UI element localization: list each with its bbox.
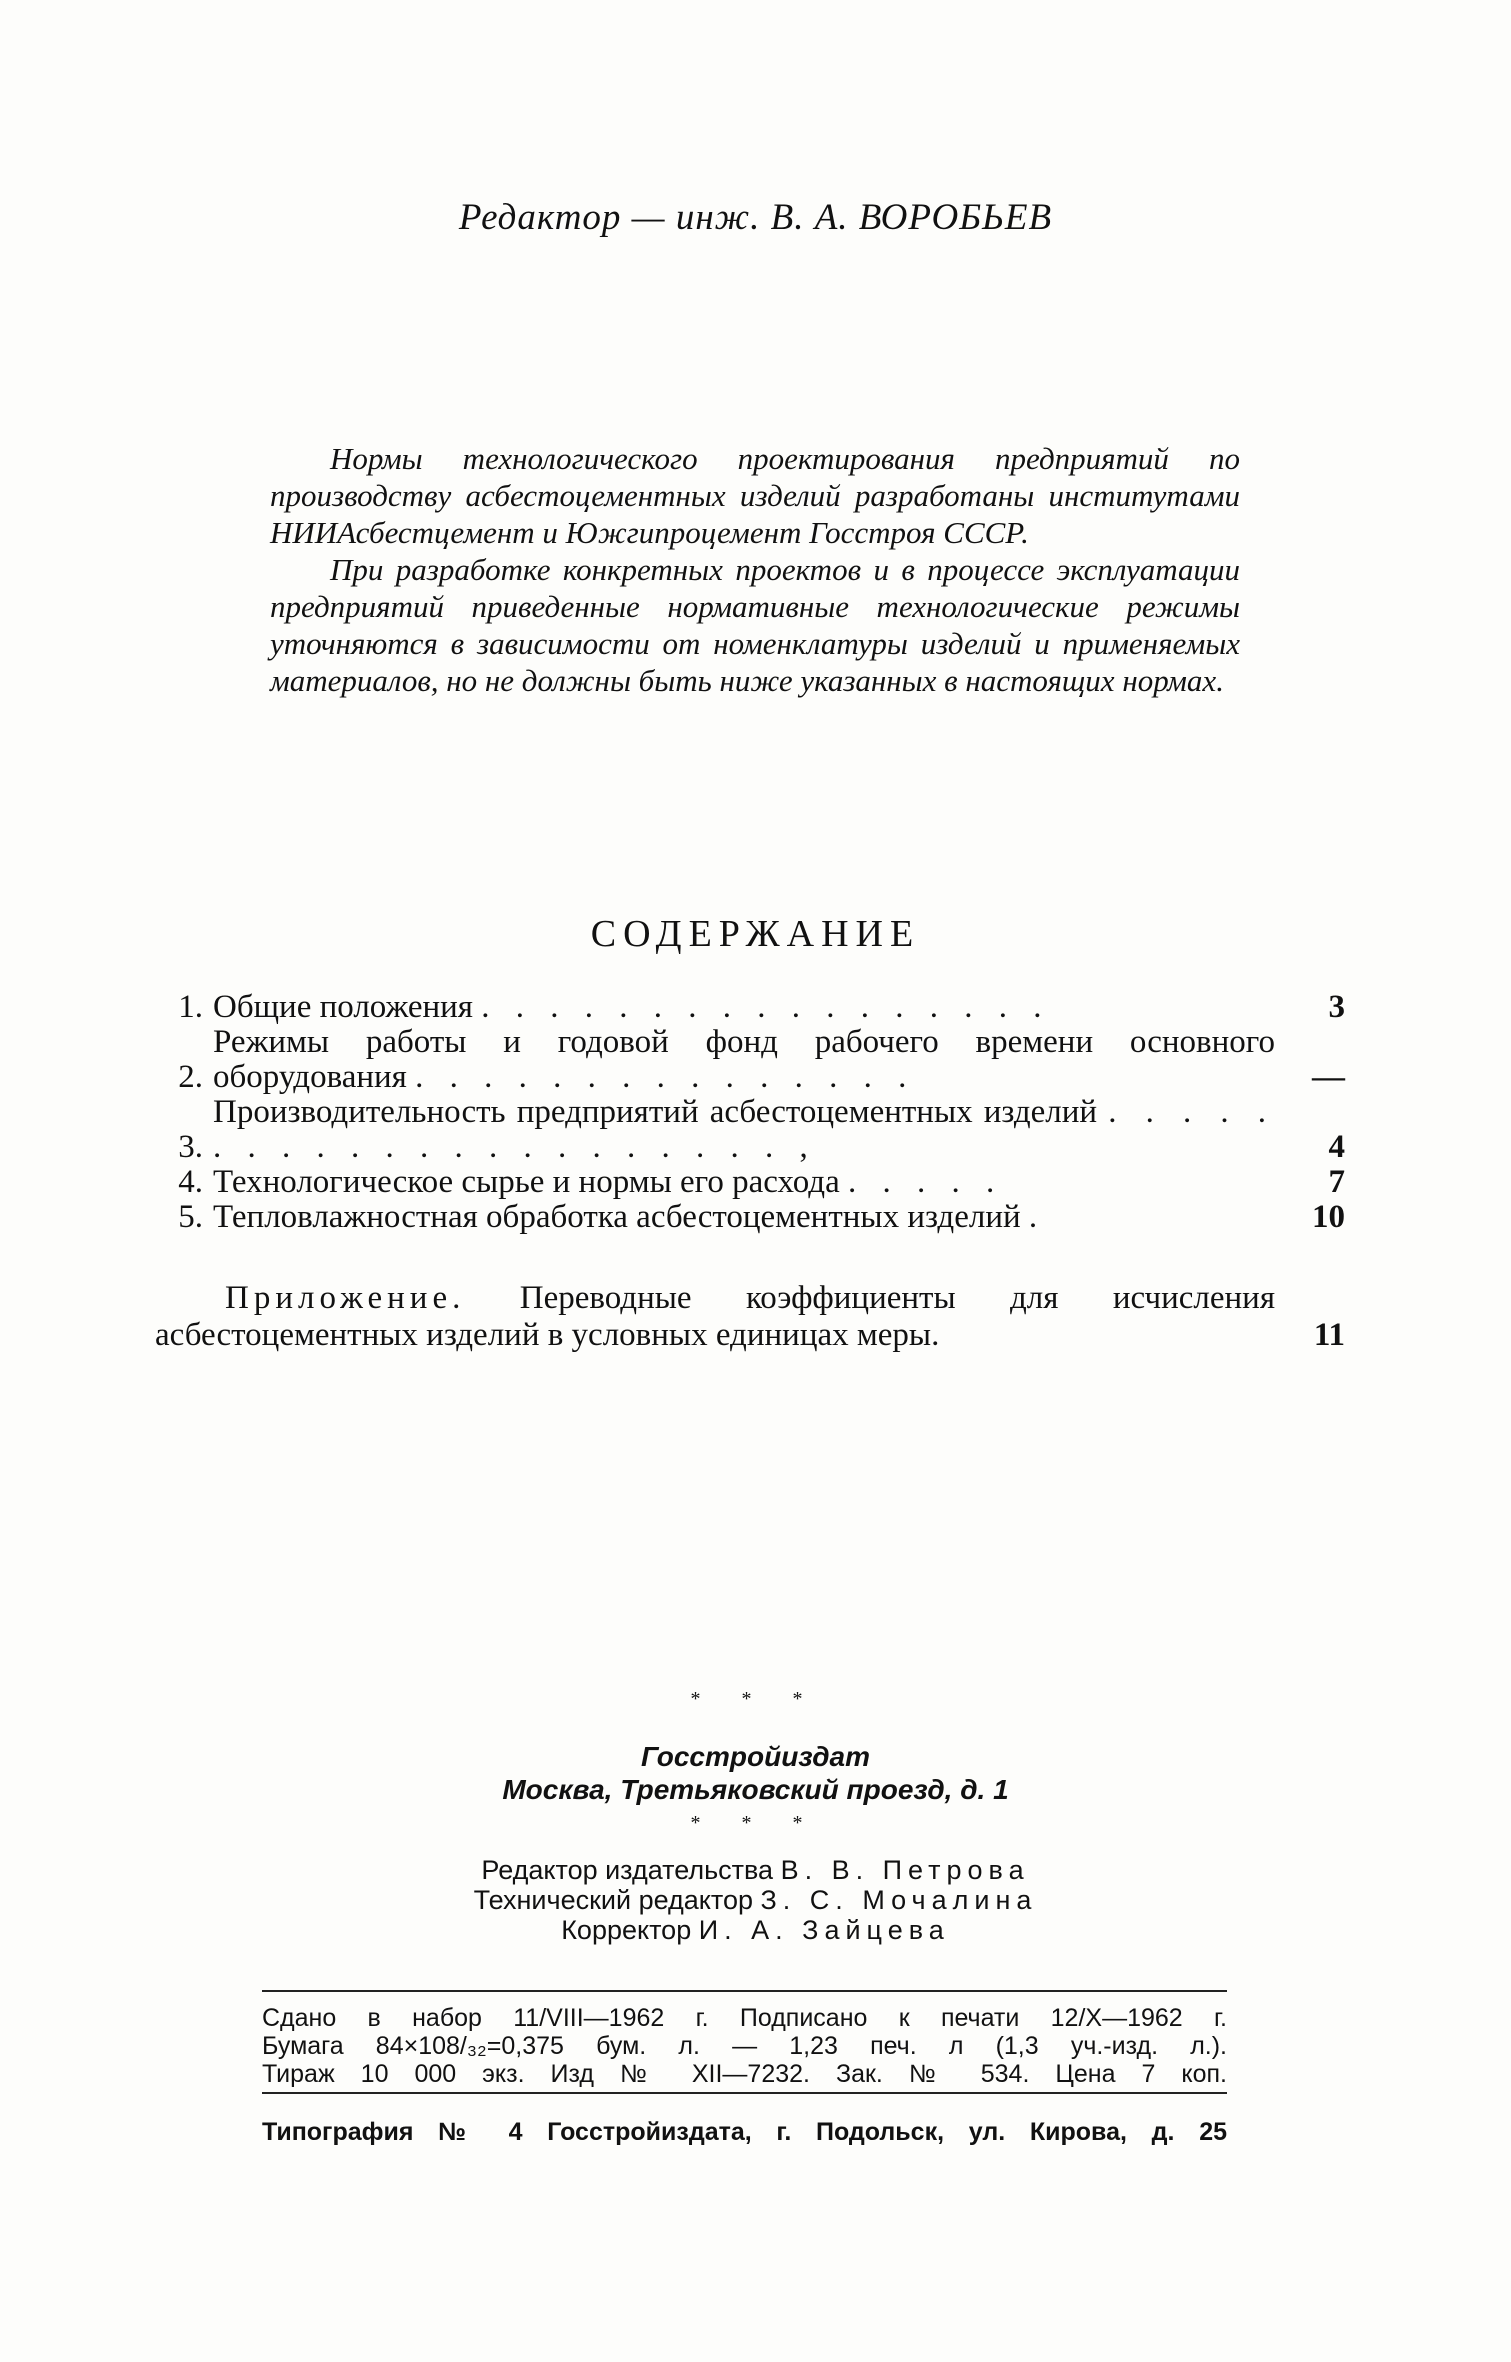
staff-role: Корректор <box>561 1915 692 1945</box>
toc-item-page: — <box>1312 1059 1345 1095</box>
staff-name: З. С. Мочалина <box>760 1885 1038 1915</box>
toc-item-number: 2. <box>178 1059 203 1095</box>
publisher-name: Госстройиздат <box>640 1741 871 1772</box>
toc-item-text: Общие положения <box>213 989 473 1025</box>
toc-item-page: 7 <box>1328 1164 1345 1200</box>
toc-item-page: 10 <box>1312 1199 1345 1235</box>
toc-item-5[interactable] <box>155 1200 1345 1235</box>
printer-line: Типография № 4 Госстройиздата, г. Подольск, ул. Кирова, д. 25 <box>262 2118 1227 2146</box>
imprint-line: Бумага 84×108/₃₂=0,375 бум. л. — 1,23 печ. л (1,3 уч.-изд. л.). <box>262 2032 1227 2060</box>
staff-role: Редактор издательства <box>481 1855 774 1885</box>
toc-item-1[interactable] <box>155 990 1345 1025</box>
divider-rule <box>262 1990 1227 1992</box>
toc-item-text: Технологическое сырье и нормы его расхода <box>213 1164 840 1200</box>
staff-name: И. А. Зайцева <box>698 1915 950 1945</box>
publisher-block <box>0 1740 1511 1806</box>
staff-name: В. В. Петрова <box>780 1855 1030 1885</box>
toc-title: СОДЕРЖАНИЕ <box>590 913 921 955</box>
toc-leader: . . . . . <box>847 1164 1004 1200</box>
staff-role: Технический редактор <box>473 1885 753 1915</box>
appendix-page: 11 <box>1313 1317 1345 1353</box>
intro-paragraph-1: Нормы технологического проектирования предприятий по производству асбестоцементных изделий разработаны институтами НИИАсбестцемент и Южгипроцемент Госстроя СССР. <box>270 441 1240 550</box>
toc-item-text: Тепловлажностная обработка асбестоцементных изделий <box>213 1199 1021 1235</box>
imprint-line: Тираж 10 000 экз. Изд № XII—7232. Зак. № 534. Цена 7 коп. <box>262 2060 1227 2088</box>
table-of-contents <box>155 990 1345 1235</box>
staff-credits <box>0 1855 1511 1945</box>
toc-item-page: 3 <box>1328 989 1345 1025</box>
publisher-address: Москва, Третьяковский проезд, д. 1 <box>502 1774 1009 1805</box>
toc-item-number: 3. <box>178 1129 203 1165</box>
staff-line <box>0 1915 1511 1945</box>
appendix-label: Приложение. <box>225 1280 466 1316</box>
staff-line <box>0 1885 1511 1915</box>
toc-leader: . . . . . . . . . . . . . . . . . . . . . . , <box>213 1094 1276 1165</box>
toc-item-number: 5. <box>178 1199 203 1235</box>
toc-item-3[interactable] <box>155 1095 1345 1165</box>
toc-item-text: Режимы работы и годовой фонд рабочего времени основного оборудования <box>213 1024 1275 1095</box>
imprint-block <box>262 2004 1227 2088</box>
toc-leader: . . . . . . . . . . . . . . . . . <box>481 989 1051 1025</box>
editor-credit: Редактор — инж. В. А. ВОРОБЬЕВ <box>458 197 1053 238</box>
intro-paragraph-2: При разработке конкретных проектов и в процессе эксплуатации предприятий приведенные нормативные технологические режимы уточняются в зависимости от номенклатуры изделий и применяемых материалов, но не должны быть ниже указанных в настоящих нормах. <box>270 552 1240 698</box>
imprint-line: Сдано в набор 11/VIII—1962 г. Подписано к печати 12/X—1962 г. <box>262 2004 1227 2032</box>
staff-line <box>0 1855 1511 1885</box>
appendix-text: Переводные коэффициенты для исчисления асбестоцементных изделий в условных единицах меры. <box>155 1280 1275 1353</box>
toc-item-2[interactable] <box>155 1025 1345 1095</box>
toc-item-text: Производительность предприятий асбестоцементных изделий <box>213 1094 1098 1130</box>
intro-section <box>270 440 1240 699</box>
toc-item-number: 4. <box>178 1164 203 1200</box>
toc-item-page: 4 <box>1328 1129 1345 1165</box>
toc-item-number: 1. <box>178 989 203 1025</box>
appendix-entry[interactable] <box>155 1280 1345 1354</box>
toc-leader: . . . . . . . . . . . . . . . <box>415 1059 916 1095</box>
toc-item-4[interactable] <box>155 1165 1345 1200</box>
separator-stars-1: * * * <box>690 1688 821 1710</box>
toc-leader: . <box>1028 1199 1047 1235</box>
divider-rule <box>262 2092 1227 2094</box>
separator-stars-2: * * * <box>690 1812 821 1834</box>
